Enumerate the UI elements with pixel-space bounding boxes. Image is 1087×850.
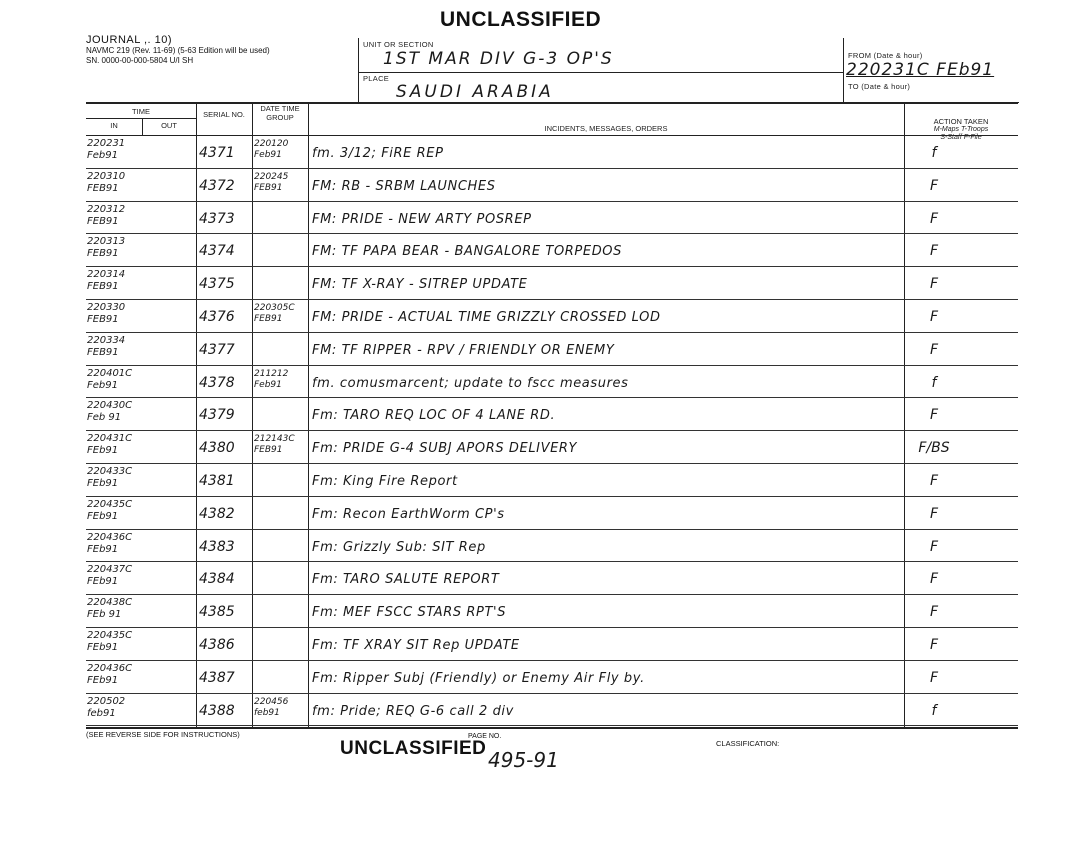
row-time-in: 220312 FEB91	[87, 203, 126, 227]
form-title	[86, 34, 270, 46]
unit-label: UNIT OR SECTION	[363, 40, 434, 49]
col-divider-serial	[196, 102, 197, 728]
header-action-codes2: S-Staff F-File	[940, 134, 982, 141]
row-serial: 4380	[199, 440, 235, 457]
row-time-in: 220330 FEB91	[87, 302, 126, 325]
row-serial: 4375	[199, 276, 235, 293]
row-incident: FM: PRIDE - ACTUAL TIME GRIZZLY CROSSED LOD	[312, 310, 661, 325]
row-time-in: 220436C FEb91	[87, 662, 133, 686]
row-divider	[86, 693, 1018, 694]
time-subheader-line	[86, 118, 196, 119]
row-divider	[86, 266, 1018, 267]
row-time-in: 220438C FEb 91	[87, 597, 133, 621]
classification-bottom: UNCLASSIFIED	[340, 738, 487, 759]
row-divider	[86, 725, 1018, 726]
row-action: f	[931, 374, 937, 391]
header-out: OUT	[161, 121, 177, 130]
row-divider	[86, 627, 1018, 628]
row-time-in: 220433C FEb91	[87, 466, 133, 489]
row-divider	[86, 496, 1018, 497]
row-incident: fm: Pride; REQ G-6 call 2 div	[312, 703, 514, 719]
row-incident: Fm: MEF FSCC STARS RPT'S	[312, 605, 507, 621]
row-incident: FM: PRIDE - NEW ARTY POSREP	[312, 211, 532, 227]
row-serial: 4388	[199, 702, 235, 719]
row-action: F	[929, 571, 939, 588]
form-navmc: NAVMC 219 (Rev. 11-69) (5-63 Edition will be used)	[86, 46, 270, 55]
row-action: F	[929, 177, 939, 194]
row-time-in: 220313 FEB91	[87, 236, 126, 260]
row-serial: 4379	[199, 407, 235, 424]
row-action: F	[929, 538, 939, 555]
row-serial: 4372	[199, 177, 235, 194]
row-divider	[86, 660, 1018, 661]
row-serial: 4378	[199, 374, 235, 391]
row-serial: 4376	[199, 309, 235, 325]
row-time-in: 220502 feb91	[87, 695, 126, 719]
page-label: PAGE NO.	[468, 733, 502, 740]
header-time: TIME	[132, 107, 150, 116]
row-serial: 4383	[199, 538, 235, 555]
footer-instructions: (SEE REVERSE SIDE FOR INSTRUCTIONS)	[86, 730, 240, 739]
row-incident: Fm: TARO REQ LOC OF 4 LANE RD.	[312, 408, 556, 424]
row-divider	[86, 365, 1018, 366]
row-dtg: 220120 Feb91	[254, 139, 289, 160]
row-action: F	[929, 276, 939, 293]
row-incident: fm. comusmarcent; update to fscc measures	[312, 375, 629, 391]
row-dtg: 220456 feb91	[254, 696, 289, 718]
row-action: F	[929, 604, 939, 621]
row-dtg: 220305C FEB91	[254, 303, 295, 324]
row-action: F/BS	[918, 440, 950, 457]
row-incident: Fm: Recon EarthWorm CP's	[312, 506, 505, 522]
row-action: F	[929, 210, 939, 227]
row-time-in: 220231 Feb91	[87, 138, 126, 161]
row-time-in: 220314 FEB91	[87, 269, 126, 293]
unit-value: 1ST MAR DIV G-3 OP'S	[383, 49, 614, 69]
row-divider	[86, 594, 1018, 595]
row-divider	[86, 201, 1018, 202]
col-divider-dtg	[252, 102, 253, 728]
row-action: F	[929, 309, 939, 325]
col-divider-incidents	[308, 102, 309, 728]
row-serial: 4385	[199, 604, 235, 621]
row-divider	[86, 332, 1018, 333]
table-bottom-line	[86, 727, 1018, 729]
form-title-text: JOURNAL	[86, 34, 141, 46]
row-incident: FM: TF PAPA BEAR - BANGALORE TORPEDOS	[312, 244, 622, 260]
row-divider	[86, 299, 1018, 300]
row-action: F	[929, 669, 939, 686]
to-label: TO (Date & hour)	[848, 82, 911, 91]
place-label: PLACE	[363, 74, 390, 83]
row-divider	[86, 529, 1018, 530]
row-action: F	[929, 637, 939, 653]
row-incident: Fm: PRIDE G-4 SUBJ APORS DELIVERY	[312, 441, 578, 457]
row-incident: FM: TF X-RAY - SITREP UPDATE	[312, 277, 528, 293]
row-time-in: 220430C Feb 91	[87, 400, 133, 424]
row-time-in: 220435C FEb91	[87, 498, 133, 522]
row-serial: 4374	[199, 243, 235, 260]
table-top-line	[86, 102, 1018, 104]
row-dtg: 212143C FEB91	[254, 434, 295, 456]
row-serial: 4382	[199, 505, 235, 522]
row-divider	[86, 430, 1018, 431]
table-header-line	[86, 135, 1018, 136]
row-serial: 4371	[199, 145, 235, 161]
place-value: SAUDI ARABIA	[396, 82, 554, 102]
form-id-block	[86, 34, 270, 66]
row-incident: Fm: Grizzly Sub: SIT Rep	[312, 539, 486, 555]
form-title-suffix: ,. 10)	[144, 34, 173, 46]
header-action-codes: M-Maps T-Troops	[933, 126, 989, 133]
row-serial: 4387	[199, 669, 235, 686]
row-dtg: 220245 FEB91	[254, 171, 289, 193]
row-time-in: 220436C FEb91	[87, 531, 133, 555]
row-divider	[86, 397, 1018, 398]
row-dtg: 211212 Feb91	[254, 368, 289, 390]
row-action: F	[929, 341, 939, 358]
row-incident: Fm: TF XRAY SIT Rep UPDATE	[312, 638, 520, 653]
header-incidents: INCIDENTS, MESSAGES, ORDERS	[544, 124, 668, 133]
header-in: IN	[110, 121, 118, 130]
row-action: f	[931, 145, 937, 161]
classification-label: CLASSIFICATION:	[716, 739, 780, 748]
row-action: F	[929, 505, 939, 522]
classification-top: UNCLASSIFIED	[440, 8, 602, 31]
header-action: ACTION TAKEN	[933, 117, 989, 126]
row-time-in: 220401C Feb91	[87, 367, 133, 391]
row-incident: Fm: TARO SALUTE REPORT	[312, 572, 500, 588]
row-action: F	[929, 473, 939, 489]
row-time-in: 220437C FEb91	[87, 564, 133, 588]
row-divider	[86, 463, 1018, 464]
row-action: f	[931, 702, 937, 719]
from-label: FROM (Date & hour)	[848, 51, 923, 60]
row-incident: FM: RB - SRBM LAUNCHES	[312, 178, 496, 194]
row-incident: Fm: Ripper Subj (Friendly) or Enemy Air Fly by.	[312, 670, 645, 686]
row-action: F	[929, 243, 939, 260]
from-value: 220231C FEb91	[846, 60, 995, 80]
unit-divider	[358, 72, 843, 73]
row-divider	[86, 233, 1018, 234]
row-serial: 4384	[199, 571, 235, 588]
row-serial: 4381	[199, 473, 235, 489]
page-value: 495-91	[488, 748, 559, 772]
row-action: F	[929, 407, 939, 424]
row-time-in: 220435C FEb91	[87, 630, 133, 653]
form-sn: SN. 0000-00-000-5804 U/I SH	[86, 56, 194, 65]
row-time-in: 220431C FEb91	[87, 433, 133, 457]
header-dtg: DATE TIME GROUP	[260, 104, 300, 122]
row-time-in: 220334 FEB91	[87, 334, 126, 358]
row-divider	[86, 168, 1018, 169]
row-divider	[86, 561, 1018, 562]
row-serial: 4377	[199, 341, 235, 358]
row-incident: Fm: King Fire Report	[312, 474, 458, 489]
row-serial: 4373	[199, 210, 235, 227]
header-serial: SERIAL NO.	[203, 110, 245, 119]
row-serial: 4386	[199, 637, 235, 653]
row-time-in: 220310 FEB91	[87, 170, 126, 194]
row-incident: FM: TF RIPPER - RPV / FRIENDLY OR ENEMY	[312, 342, 615, 358]
row-incident: fm. 3/12; FiRE REP	[312, 146, 444, 161]
